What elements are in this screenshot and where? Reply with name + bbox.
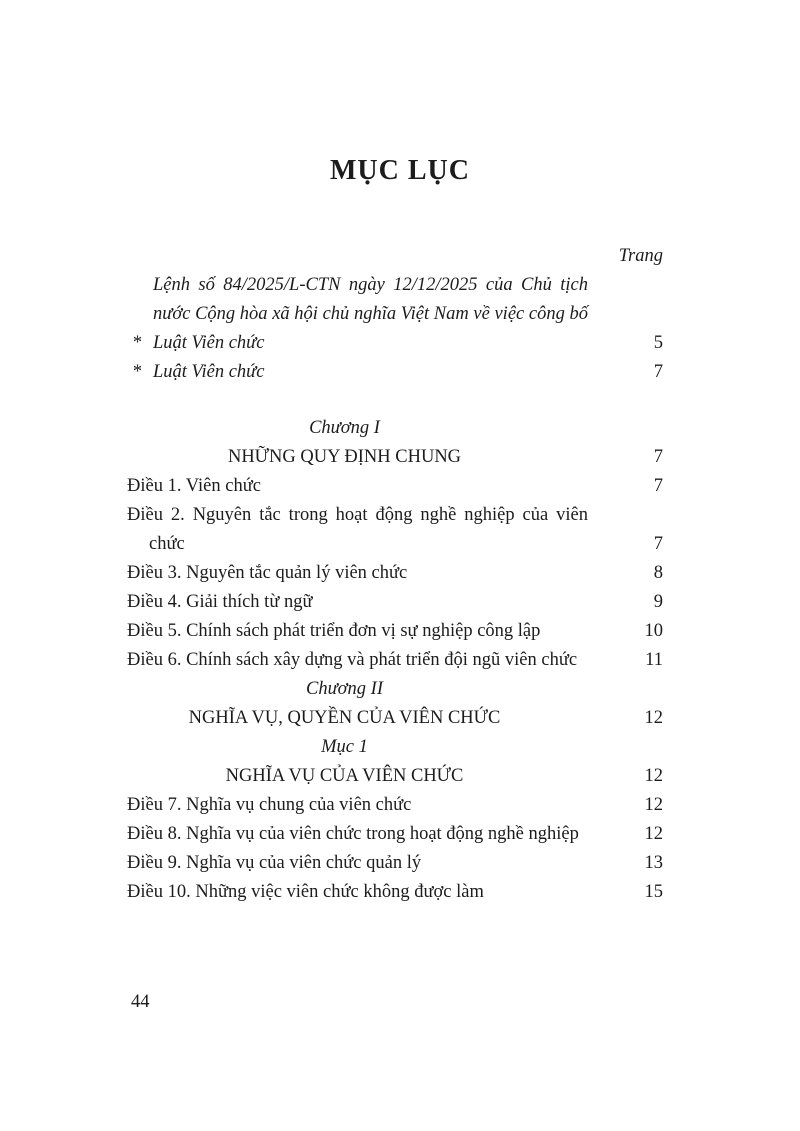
toc-entry — [127, 820, 663, 849]
entry-text: Điều 4. Giải thích từ ngữ — [127, 592, 313, 612]
toc-entry — [127, 646, 663, 675]
entry-text: Điều 7. Nghĩa vụ chung của viên chức — [127, 795, 412, 815]
entry-text: Điều 1. Viên chức — [127, 476, 261, 496]
entry-page-number: 15 — [644, 882, 663, 902]
toc-entry — [127, 762, 663, 791]
toc-entry — [127, 675, 663, 704]
entry-text: NGHĨA VỤ, QUYỀN CỦA VIÊN CHỨC — [188, 708, 501, 728]
toc-entry — [127, 501, 663, 559]
entry-text: Luật Viên chức — [153, 362, 265, 382]
toc-entry — [127, 559, 663, 588]
toc-entry — [127, 414, 663, 443]
entry-text: Chương II — [306, 679, 383, 699]
toc-entry — [127, 358, 663, 387]
entry-page-number: 12 — [644, 824, 663, 844]
entry-page-number: 7 — [653, 534, 663, 554]
entry-page-number: 10 — [644, 621, 663, 641]
entry-text: Điều 5. Chính sách phát triển đơn vị sự nghiệp công lập — [127, 621, 541, 641]
entry-page-number: 7 — [653, 447, 663, 467]
entry-text: Mục 1 — [321, 737, 368, 757]
entry-page-number: 5 — [653, 333, 663, 353]
toc-entry — [127, 791, 663, 820]
toc-entry — [127, 443, 663, 472]
toc-entry — [127, 878, 663, 907]
toc-entry — [127, 704, 663, 733]
toc-list — [127, 271, 663, 907]
page-title: MỤC LỤC — [330, 155, 470, 186]
entry-text: NHỮNG QUY ĐỊNH CHUNG — [227, 447, 462, 467]
toc-entry — [127, 849, 663, 878]
entry-text: Chương I — [309, 418, 380, 438]
entry-page-number: 9 — [653, 592, 663, 612]
entry-page-number: 11 — [645, 650, 663, 670]
entry-page-number: 13 — [644, 853, 663, 873]
entry-page-number: 7 — [653, 362, 663, 382]
entry-text: NGHĨA VỤ CỦA VIÊN CHỨC — [225, 766, 464, 786]
entry-page-number: 12 — [644, 708, 663, 728]
toc-entry — [127, 617, 663, 646]
toc-entry — [127, 733, 663, 762]
toc-entry — [127, 588, 663, 617]
page-column-header: Trang — [618, 246, 663, 266]
toc-content — [127, 242, 663, 907]
entry-text: Điều 8. Nghĩa vụ của viên chức trong hoạt động nghề nghiệp — [127, 824, 579, 844]
entry-text: Điều 2. Nguyên tắc trong hoạt động nghề nghiệp của viên chức — [127, 505, 588, 554]
entry-text: Lệnh số 84/2025/L-CTN ngày 12/12/2025 của Chủ tịch nước Cộng hòa xã hội chủ nghĩa Việt Nam về việc công bố Luật Viên chức — [153, 275, 588, 353]
entry-text: Điều 6. Chính sách xây dựng và phát triển đội ngũ viên chức — [127, 650, 578, 670]
entry-page-number: 7 — [653, 476, 663, 496]
entry-page-number: 8 — [653, 563, 663, 583]
toc-entry — [127, 472, 663, 501]
folio-page-number: 44 — [131, 992, 150, 1012]
entry-text: Điều 9. Nghĩa vụ của viên chức quản lý — [127, 853, 422, 873]
star-marker: * — [132, 362, 142, 382]
entry-page-number: 12 — [644, 766, 663, 786]
entry-text: Điều 3. Nguyên tắc quản lý viên chức — [127, 563, 408, 583]
entry-text: Điều 10. Những việc viên chức không được làm — [127, 882, 484, 902]
toc-entry — [127, 271, 663, 358]
star-marker: * — [132, 333, 142, 353]
entry-page-number: 12 — [644, 795, 663, 815]
